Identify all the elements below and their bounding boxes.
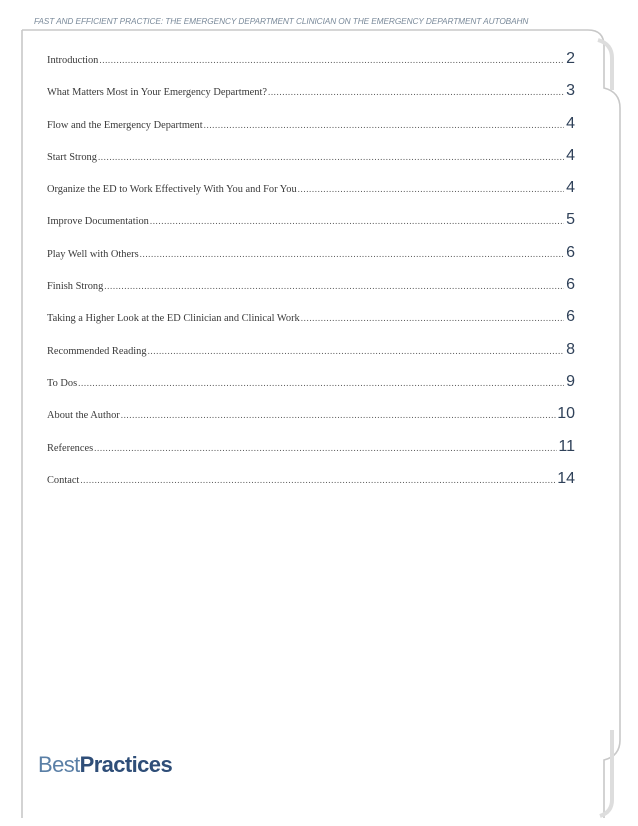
toc-page-number: 4 (566, 146, 575, 164)
toc-entry[interactable] (47, 276, 575, 308)
toc-entry-title: Recommended Reading (47, 345, 147, 357)
table-of-contents (47, 50, 575, 502)
brand-logo-part-practices: Practices (79, 752, 173, 777)
toc-page-number: 6 (566, 243, 575, 261)
toc-entry-title: Improve Documentation (47, 216, 149, 228)
toc-entry[interactable] (47, 50, 575, 82)
toc-page-number: 2 (566, 50, 575, 67)
toc-entry[interactable] (47, 341, 575, 373)
toc-dot-leader (80, 475, 556, 485)
toc-entry[interactable] (47, 308, 575, 340)
toc-dot-leader (121, 410, 556, 420)
toc-entry-title: To Dos (47, 377, 78, 389)
toc-page-number: 11 (558, 437, 575, 455)
toc-page-number: 8 (566, 340, 575, 358)
toc-entry-title: References (47, 442, 94, 454)
toc-entry[interactable] (47, 373, 575, 405)
toc-entry-title: Introduction (47, 55, 99, 66)
toc-page-number: 6 (566, 308, 575, 326)
toc-entry-title: Flow and the Emergency Department (47, 119, 203, 131)
toc-dot-leader (268, 87, 564, 97)
toc-dot-leader (104, 281, 564, 291)
toc-entry[interactable] (47, 115, 575, 147)
toc-entry[interactable] (47, 147, 575, 179)
toc-entry-title: Finish Strong (47, 281, 104, 293)
brand-logo-part-best: Best (38, 752, 80, 777)
toc-page-number: 6 (566, 276, 575, 294)
toc-dot-leader (94, 443, 557, 453)
toc-page-number: 3 (566, 82, 575, 100)
toc-entry-title: About the Author (47, 410, 120, 422)
running-header: FAST AND EFFICIENT PRACTICE: THE EMERGENCY DEPARTMENT CLINICIAN ON THE EMERGENCY DEPARTMENT AUTOBAHN (34, 16, 529, 26)
toc-entry[interactable] (47, 438, 575, 470)
toc-entry[interactable] (47, 211, 575, 243)
toc-dot-leader (150, 216, 564, 226)
toc-dot-leader (99, 55, 564, 65)
toc-page-number: 4 (566, 179, 575, 197)
toc-page-number: 4 (566, 114, 575, 132)
toc-dot-leader (298, 184, 564, 194)
toc-dot-leader (204, 120, 564, 130)
toc-entry[interactable] (47, 179, 575, 211)
toc-page-number: 14 (557, 469, 575, 487)
toc-entry-title: Play Well with Others (47, 248, 139, 260)
toc-entry[interactable] (47, 405, 575, 437)
toc-entry-title: Taking a Higher Look at the ED Clinician and Clinical Work (47, 313, 300, 325)
toc-dot-leader (78, 378, 564, 388)
toc-entry[interactable] (47, 470, 575, 502)
toc-entry-title: Contact (47, 474, 80, 486)
toc-page-number: 10 (557, 405, 575, 423)
toc-entry-title: Start Strong (47, 151, 97, 163)
bestpractices-logo (38, 754, 172, 776)
toc-entry[interactable] (47, 244, 575, 276)
toc-entry[interactable] (47, 82, 575, 114)
toc-dot-leader (301, 313, 564, 323)
toc-dot-leader (148, 346, 564, 356)
toc-entry-title: What Matters Most in Your Emergency Department? (47, 87, 267, 99)
toc-page-number: 9 (566, 372, 575, 390)
toc-page-number: 5 (566, 211, 575, 229)
toc-dot-leader (98, 152, 564, 162)
toc-dot-leader (140, 249, 564, 259)
toc-entry-title: Organize the ED to Work Effectively With You and For You (47, 184, 297, 196)
